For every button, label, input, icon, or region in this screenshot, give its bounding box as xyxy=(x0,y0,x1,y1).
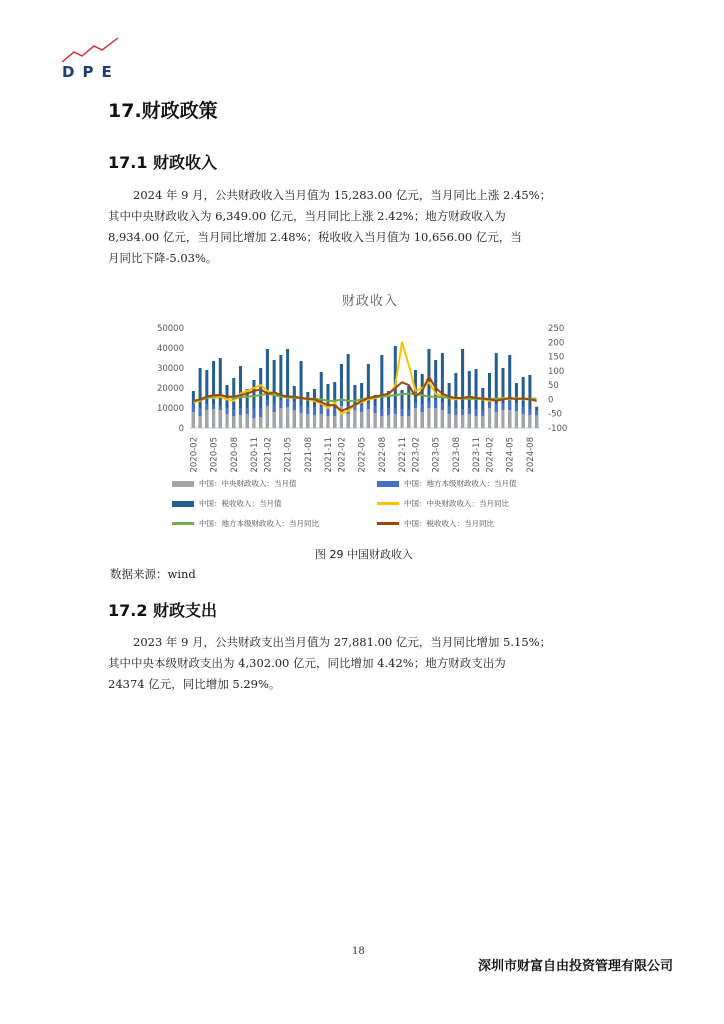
bar xyxy=(219,410,222,428)
bar xyxy=(212,409,215,428)
x-axis-tick-label: 2023-05 xyxy=(431,437,442,473)
bar xyxy=(441,410,444,428)
right-axis-tick-label: -100 xyxy=(548,424,568,434)
right-axis-tick-label: 100 xyxy=(548,366,565,377)
expenditure-paragraph xyxy=(108,632,616,695)
bar xyxy=(273,412,276,428)
x-axis-tick-label: 2020-08 xyxy=(229,437,240,473)
x-axis-tick-label: 2021-02 xyxy=(263,437,274,473)
left-axis-tick-label: 20000 xyxy=(156,384,184,394)
bar xyxy=(407,416,410,428)
x-axis-tick-label: 2021-05 xyxy=(283,437,294,473)
series-line xyxy=(193,377,536,411)
bar xyxy=(421,412,424,428)
bar xyxy=(226,414,229,428)
subsection-title-revenue: 17.1 财政收入 xyxy=(108,153,218,172)
company-name: 深圳市财富自由投资管理有限公司 xyxy=(478,959,674,974)
x-axis-tick-label: 2024-08 xyxy=(525,437,536,473)
subsection-title-expenditure: 17.2 财政支出 xyxy=(108,601,218,620)
right-axis-tick-label: 200 xyxy=(548,338,565,349)
bar xyxy=(515,411,518,428)
bar xyxy=(313,415,316,428)
legend-swatch xyxy=(172,501,194,507)
left-axis-tick-label: 10000 xyxy=(156,404,184,414)
bar xyxy=(374,413,377,428)
bar xyxy=(320,414,323,428)
legend-label: 中国：税收收入：当月值 xyxy=(199,499,282,508)
legend-item xyxy=(377,518,494,529)
bar xyxy=(266,406,269,428)
bar xyxy=(434,408,437,428)
x-axis-tick-label: 2022-11 xyxy=(398,437,409,473)
legend-item xyxy=(172,518,319,529)
legend-swatch xyxy=(172,522,194,525)
bar xyxy=(387,415,390,428)
bar xyxy=(259,417,262,428)
right-axis-tick-label: 150 xyxy=(548,352,565,363)
left-axis-tick-label: 40000 xyxy=(156,344,184,354)
section-title: 17.财政政策 xyxy=(108,100,218,122)
left-axis-tick-label: 0 xyxy=(178,424,184,434)
bar xyxy=(461,415,464,428)
paragraph-line: 其中中央财政收入为 6,349.00 亿元，当月同比上涨 2.42%；地方财政收入为 xyxy=(108,209,506,223)
bar xyxy=(394,414,397,428)
bar xyxy=(326,416,329,428)
bar xyxy=(414,408,417,428)
left-axis-tick-label: 50000 xyxy=(156,324,184,334)
bar xyxy=(475,416,478,428)
right-axis-tick-label: 0 xyxy=(548,395,554,406)
paragraph-line: 2024 年 9 月，公共财政收入当月值为 15,283.00 亿元，当月同比上涨 2.45%； xyxy=(133,188,552,202)
x-axis-tick-label: 2020-05 xyxy=(209,437,220,473)
legend-item xyxy=(172,498,282,509)
x-axis-tick-label: 2022-08 xyxy=(377,437,388,473)
x-axis-tick-label: 2024-02 xyxy=(485,437,496,473)
legend-swatch xyxy=(377,522,399,525)
bar xyxy=(495,412,498,428)
left-axis-tick-label: 30000 xyxy=(156,364,184,374)
bar xyxy=(347,414,350,428)
bar xyxy=(501,410,504,428)
x-axis-tick-label: 2022-02 xyxy=(337,437,348,473)
right-axis-tick-label: -50 xyxy=(548,409,562,420)
bar xyxy=(508,410,511,428)
paragraph-line: 2023 年 9 月，公共财政支出当月值为 27,881.00 亿元，当月同比增加 5.15%； xyxy=(133,635,552,649)
bar xyxy=(333,416,336,428)
right-axis-tick-label: 50 xyxy=(548,381,559,392)
legend-label: 中国：地方本级财政收入：当月值 xyxy=(404,479,517,488)
bar xyxy=(481,416,484,428)
x-axis-tick-label: 2021-11 xyxy=(323,437,334,473)
x-axis-tick-label: 2023-11 xyxy=(472,437,483,473)
paragraph-line: 月同比下降-5.03%。 xyxy=(108,251,218,265)
paragraph-line: 24374 亿元，同比增加 5.29%。 xyxy=(108,677,281,691)
bar xyxy=(286,407,289,428)
legend-item xyxy=(172,478,297,489)
legend-swatch xyxy=(377,502,399,505)
bar xyxy=(199,416,202,428)
legend-label: 中国：中央财政收入：当月同比 xyxy=(404,499,509,508)
right-axis-tick-label: 250 xyxy=(548,324,565,334)
bar xyxy=(246,414,249,428)
x-axis-tick-label: 2024-05 xyxy=(505,437,516,473)
x-axis-tick-label: 2023-02 xyxy=(411,437,422,473)
paragraph-line: 8,934.00 亿元，当月同比增加 2.48%；税收收入当月值为 10,656.00 亿元，当 xyxy=(108,230,522,244)
bar xyxy=(401,416,404,428)
figure-caption: 图 29 中国财政收入 xyxy=(315,548,413,561)
bar xyxy=(306,414,309,428)
bar xyxy=(427,408,430,428)
bar xyxy=(293,410,296,428)
legend-swatch xyxy=(377,481,399,487)
bar xyxy=(488,408,491,428)
legend-label: 中国：税收收入：当月同比 xyxy=(404,519,494,528)
paragraph-line: 其中中央本级财政支出为 4,302.00 亿元，同比增加 4.42%；地方财政支出为 xyxy=(108,656,506,670)
x-axis-tick-label: 2020-02 xyxy=(189,437,200,473)
bar xyxy=(522,414,525,428)
data-source: 数据来源：wind xyxy=(110,567,196,581)
bar xyxy=(448,414,451,428)
bar xyxy=(468,414,471,428)
x-axis-tick-label: 2023-08 xyxy=(451,437,462,473)
bar xyxy=(239,415,242,428)
bar xyxy=(205,410,208,428)
legend-label: 中国：地方本级财政收入：当月同比 xyxy=(199,519,319,528)
x-axis-tick-label: 2021-08 xyxy=(303,437,314,473)
revenue-chart xyxy=(140,316,580,476)
bar xyxy=(279,408,282,428)
logo-text: DPE xyxy=(62,63,120,81)
legend-swatch xyxy=(172,481,194,487)
x-axis-tick-label: 2022-05 xyxy=(357,437,368,473)
revenue-paragraph xyxy=(108,185,616,269)
bar xyxy=(367,409,370,428)
bar xyxy=(528,415,531,428)
x-axis-tick-label: 2020-11 xyxy=(249,437,260,473)
page-number: 18 xyxy=(352,946,365,957)
legend-item xyxy=(377,498,509,509)
bar xyxy=(535,415,538,428)
bar xyxy=(252,418,255,428)
legend-label: 中国：中央财政收入：当月值 xyxy=(199,479,297,488)
chart-title: 财政收入 xyxy=(341,294,398,309)
bar xyxy=(454,415,457,428)
logo-graphic xyxy=(60,36,124,66)
bar xyxy=(360,412,363,428)
bar xyxy=(300,413,303,428)
series-line xyxy=(193,342,536,413)
bar xyxy=(380,416,383,428)
legend-item xyxy=(377,478,517,489)
bar xyxy=(353,410,356,428)
bar xyxy=(192,412,195,428)
bar xyxy=(232,416,235,428)
